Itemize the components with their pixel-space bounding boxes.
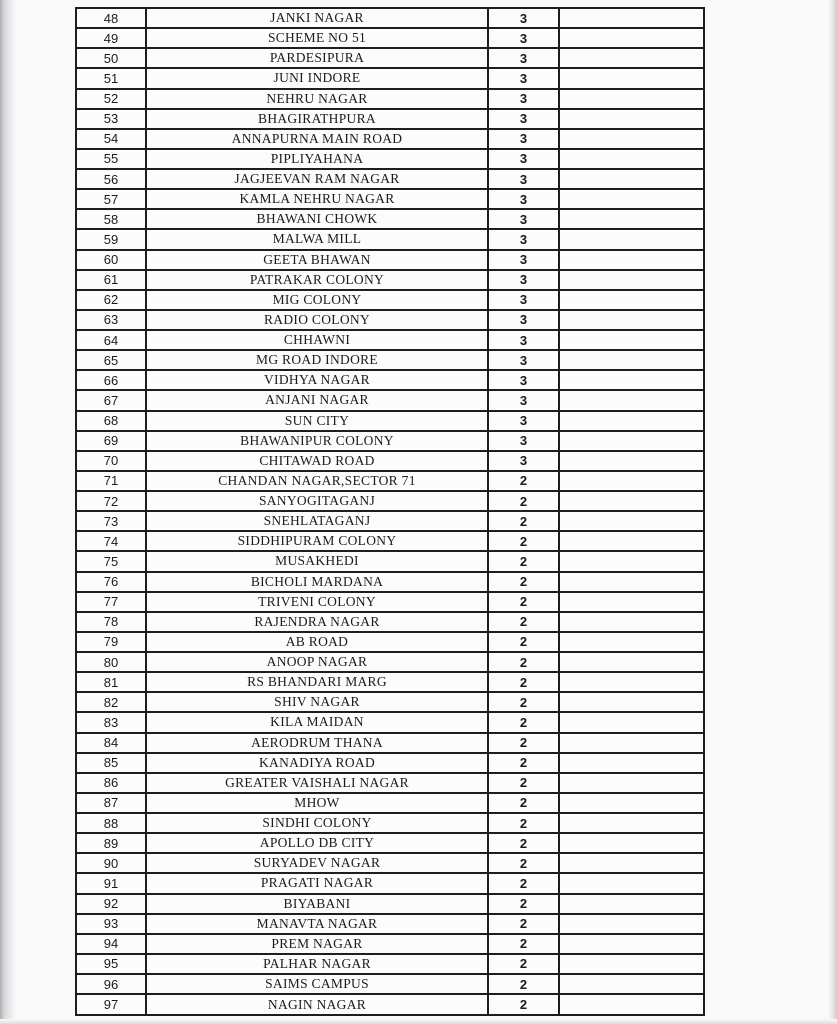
cell-area-name: RAJENDRA NAGAR (146, 612, 488, 632)
cell-count-value: 2 (488, 793, 559, 813)
cell-count-value: 3 (488, 149, 559, 169)
table-row (76, 491, 704, 511)
cell-area-name: MANAVTA NAGAR (146, 914, 488, 934)
cell-blank (559, 692, 704, 712)
cell-serial-number: 72 (76, 491, 146, 511)
cell-area-name: SANYOGITAGANJ (146, 491, 488, 511)
cell-count-value: 2 (488, 773, 559, 793)
cell-blank (559, 471, 704, 491)
cell-count-value: 2 (488, 934, 559, 954)
table-row (76, 471, 704, 491)
cell-area-name: SHIV NAGAR (146, 692, 488, 712)
cell-serial-number: 71 (76, 471, 146, 491)
cell-serial-number: 52 (76, 89, 146, 109)
cell-serial-number: 93 (76, 914, 146, 934)
cell-blank (559, 229, 704, 249)
table-row (76, 753, 704, 773)
cell-blank (559, 853, 704, 873)
page-edge-shadow-bottom (0, 1019, 837, 1024)
cell-count-value: 3 (488, 229, 559, 249)
cell-blank (559, 8, 704, 28)
cell-serial-number: 61 (76, 270, 146, 290)
cell-serial-number: 66 (76, 370, 146, 390)
cell-area-name: SURYADEV NAGAR (146, 853, 488, 873)
cell-area-name: JUNI INDORE (146, 68, 488, 88)
table-row (76, 8, 704, 28)
cell-blank (559, 189, 704, 209)
cell-blank (559, 914, 704, 934)
cell-blank (559, 149, 704, 169)
cell-blank (559, 390, 704, 410)
cell-area-name: BHAWANI CHOWK (146, 209, 488, 229)
cell-blank (559, 712, 704, 732)
cell-count-value: 2 (488, 572, 559, 592)
cell-count-value: 2 (488, 511, 559, 531)
table-row (76, 712, 704, 732)
cell-serial-number: 63 (76, 310, 146, 330)
cell-serial-number: 92 (76, 894, 146, 914)
cell-blank (559, 672, 704, 692)
table-row (76, 934, 704, 954)
table-row (76, 390, 704, 410)
cell-serial-number: 50 (76, 48, 146, 68)
cell-area-name: BIYABANI (146, 894, 488, 914)
cell-area-name: TRIVENI COLONY (146, 592, 488, 612)
cell-serial-number: 80 (76, 652, 146, 672)
cell-count-value: 2 (488, 592, 559, 612)
cell-area-name: PATRAKAR COLONY (146, 270, 488, 290)
cell-blank (559, 109, 704, 129)
table-row (76, 189, 704, 209)
cell-serial-number: 90 (76, 853, 146, 873)
cell-blank (559, 592, 704, 612)
cell-blank (559, 894, 704, 914)
cell-count-value: 2 (488, 914, 559, 934)
cell-area-name: BHAGIRATHPURA (146, 109, 488, 129)
cell-area-name: NAGIN NAGAR (146, 994, 488, 1015)
cell-count-value: 3 (488, 350, 559, 370)
cell-serial-number: 70 (76, 451, 146, 471)
table-row (76, 350, 704, 370)
cell-serial-number: 88 (76, 813, 146, 833)
cell-blank (559, 572, 704, 592)
cell-area-name: GEETA BHAWAN (146, 250, 488, 270)
cell-area-name: PALHAR NAGAR (146, 954, 488, 974)
cell-area-name: MIG COLONY (146, 290, 488, 310)
table-row (76, 511, 704, 531)
cell-count-value: 2 (488, 712, 559, 732)
table-row (76, 672, 704, 692)
table-row (76, 652, 704, 672)
table-row (76, 290, 704, 310)
cell-serial-number: 89 (76, 833, 146, 853)
cell-count-value: 2 (488, 753, 559, 773)
cell-area-name: KILA MAIDAN (146, 712, 488, 732)
cell-area-name: ANNAPURNA MAIN ROAD (146, 129, 488, 149)
cell-count-value: 2 (488, 733, 559, 753)
cell-serial-number: 81 (76, 672, 146, 692)
cell-blank (559, 89, 704, 109)
cell-area-name: CHHAWNI (146, 330, 488, 350)
cell-area-name: MHOW (146, 793, 488, 813)
cell-serial-number: 95 (76, 954, 146, 974)
cell-count-value: 2 (488, 813, 559, 833)
cell-area-name: BICHOLI MARDANA (146, 572, 488, 592)
cell-blank (559, 873, 704, 893)
cell-area-name: ANOOP NAGAR (146, 652, 488, 672)
table-row (76, 551, 704, 571)
cell-blank (559, 652, 704, 672)
cell-count-value: 3 (488, 370, 559, 390)
cell-area-name: GREATER VAISHALI NAGAR (146, 773, 488, 793)
cell-serial-number: 62 (76, 290, 146, 310)
cell-count-value: 2 (488, 994, 559, 1015)
table-row (76, 28, 704, 48)
table-row (76, 914, 704, 934)
page-edge-shadow-left (0, 0, 16, 1024)
cell-blank (559, 48, 704, 68)
cell-area-name: VIDHYA NAGAR (146, 370, 488, 390)
cell-area-name: MUSAKHEDI (146, 551, 488, 571)
cell-blank (559, 773, 704, 793)
table-row (76, 894, 704, 914)
cell-count-value: 2 (488, 833, 559, 853)
cell-area-name: NEHRU NAGAR (146, 89, 488, 109)
cell-count-value: 3 (488, 270, 559, 290)
cell-blank (559, 511, 704, 531)
cell-area-name: SUN CITY (146, 411, 488, 431)
cell-area-name: PREM NAGAR (146, 934, 488, 954)
cell-count-value: 2 (488, 692, 559, 712)
cell-area-name: AERODRUM THANA (146, 733, 488, 753)
cell-serial-number: 86 (76, 773, 146, 793)
table-row (76, 974, 704, 994)
cell-area-name: JAGJEEVAN RAM NAGAR (146, 169, 488, 189)
cell-count-value: 2 (488, 471, 559, 491)
cell-blank (559, 551, 704, 571)
table-row (76, 310, 704, 330)
cell-blank (559, 974, 704, 994)
cell-blank (559, 270, 704, 290)
cell-blank (559, 954, 704, 974)
table-row (76, 48, 704, 68)
cell-blank (559, 632, 704, 652)
cell-area-name: JANKI NAGAR (146, 8, 488, 28)
cell-count-value: 2 (488, 672, 559, 692)
table-row (76, 994, 704, 1015)
cell-blank (559, 250, 704, 270)
cell-serial-number: 78 (76, 612, 146, 632)
cell-blank (559, 169, 704, 189)
cell-serial-number: 53 (76, 109, 146, 129)
cell-blank (559, 733, 704, 753)
cell-blank (559, 290, 704, 310)
cell-count-value: 2 (488, 954, 559, 974)
cell-count-value: 3 (488, 109, 559, 129)
cell-serial-number: 83 (76, 712, 146, 732)
cell-serial-number: 56 (76, 169, 146, 189)
cell-blank (559, 491, 704, 511)
cell-serial-number: 48 (76, 8, 146, 28)
cell-blank (559, 753, 704, 773)
cell-serial-number: 94 (76, 934, 146, 954)
cell-area-name: CHANDAN NAGAR,SECTOR 71 (146, 471, 488, 491)
cell-count-value: 2 (488, 974, 559, 994)
cell-serial-number: 49 (76, 28, 146, 48)
cell-serial-number: 68 (76, 411, 146, 431)
cell-count-value: 2 (488, 894, 559, 914)
table-row (76, 592, 704, 612)
table-row (76, 853, 704, 873)
cell-serial-number: 60 (76, 250, 146, 270)
cell-area-name: MG ROAD INDORE (146, 350, 488, 370)
cell-count-value: 3 (488, 431, 559, 451)
cell-area-name: PRAGATI NAGAR (146, 873, 488, 893)
cell-count-value: 3 (488, 48, 559, 68)
table-row (76, 793, 704, 813)
table-row (76, 250, 704, 270)
table-row (76, 270, 704, 290)
cell-blank (559, 129, 704, 149)
cell-count-value: 3 (488, 330, 559, 350)
table-row (76, 833, 704, 853)
cell-area-name: RADIO COLONY (146, 310, 488, 330)
table-row (76, 451, 704, 471)
cell-area-name: KANADIYA ROAD (146, 753, 488, 773)
cell-serial-number: 64 (76, 330, 146, 350)
table-row (76, 692, 704, 712)
table-row (76, 873, 704, 893)
cell-count-value: 3 (488, 129, 559, 149)
cell-count-value: 2 (488, 652, 559, 672)
cell-count-value: 2 (488, 632, 559, 652)
cell-area-name: APOLLO DB CITY (146, 833, 488, 853)
cell-serial-number: 69 (76, 431, 146, 451)
table-row (76, 411, 704, 431)
cell-blank (559, 310, 704, 330)
table-body (76, 8, 704, 1015)
cell-count-value: 2 (488, 612, 559, 632)
cell-blank (559, 68, 704, 88)
cell-area-name: KAMLA NEHRU NAGAR (146, 189, 488, 209)
cell-count-value: 3 (488, 68, 559, 88)
cell-area-name: SAIMS CAMPUS (146, 974, 488, 994)
cell-area-name: SINDHI COLONY (146, 813, 488, 833)
cell-count-value: 2 (488, 491, 559, 511)
cell-count-value: 3 (488, 250, 559, 270)
cell-blank (559, 28, 704, 48)
area-count-table (75, 7, 705, 1016)
cell-count-value: 3 (488, 290, 559, 310)
cell-count-value: 2 (488, 873, 559, 893)
table-row (76, 169, 704, 189)
table-row (76, 954, 704, 974)
table-row (76, 813, 704, 833)
cell-area-name: MALWA MILL (146, 229, 488, 249)
cell-count-value: 3 (488, 310, 559, 330)
table-row (76, 632, 704, 652)
cell-blank (559, 531, 704, 551)
table-row (76, 370, 704, 390)
table-row (76, 773, 704, 793)
cell-blank (559, 934, 704, 954)
cell-count-value: 3 (488, 189, 559, 209)
cell-serial-number: 79 (76, 632, 146, 652)
cell-blank (559, 451, 704, 471)
cell-serial-number: 74 (76, 531, 146, 551)
cell-blank (559, 813, 704, 833)
table-row (76, 129, 704, 149)
cell-area-name: SCHEME NO 51 (146, 28, 488, 48)
cell-blank (559, 411, 704, 431)
cell-serial-number: 84 (76, 733, 146, 753)
cell-count-value: 3 (488, 209, 559, 229)
cell-count-value: 3 (488, 8, 559, 28)
cell-serial-number: 73 (76, 511, 146, 531)
cell-area-name: BHAWANIPUR COLONY (146, 431, 488, 451)
table-row (76, 572, 704, 592)
cell-area-name: PIPLIYAHANA (146, 149, 488, 169)
cell-blank (559, 209, 704, 229)
cell-count-value: 3 (488, 390, 559, 410)
cell-blank (559, 431, 704, 451)
cell-area-name: RS BHANDARI MARG (146, 672, 488, 692)
table-row (76, 229, 704, 249)
table-row (76, 68, 704, 88)
cell-blank (559, 370, 704, 390)
table-row (76, 89, 704, 109)
cell-serial-number: 96 (76, 974, 146, 994)
cell-serial-number: 55 (76, 149, 146, 169)
cell-count-value: 3 (488, 411, 559, 431)
cell-serial-number: 51 (76, 68, 146, 88)
cell-blank (559, 612, 704, 632)
cell-serial-number: 57 (76, 189, 146, 209)
cell-serial-number: 65 (76, 350, 146, 370)
cell-serial-number: 76 (76, 572, 146, 592)
cell-count-value: 3 (488, 89, 559, 109)
table-row (76, 612, 704, 632)
cell-serial-number: 87 (76, 793, 146, 813)
cell-serial-number: 54 (76, 129, 146, 149)
cell-serial-number: 91 (76, 873, 146, 893)
cell-blank (559, 994, 704, 1015)
cell-blank (559, 833, 704, 853)
cell-serial-number: 82 (76, 692, 146, 712)
cell-area-name: SIDDHIPURAM COLONY (146, 531, 488, 551)
cell-blank (559, 793, 704, 813)
table-row (76, 733, 704, 753)
table-row (76, 149, 704, 169)
cell-serial-number: 75 (76, 551, 146, 571)
table-row (76, 109, 704, 129)
cell-count-value: 2 (488, 551, 559, 571)
table-row (76, 209, 704, 229)
cell-serial-number: 97 (76, 994, 146, 1015)
cell-count-value: 2 (488, 531, 559, 551)
cell-serial-number: 85 (76, 753, 146, 773)
cell-area-name: SNEHLATAGANJ (146, 511, 488, 531)
table-row (76, 330, 704, 350)
cell-count-value: 3 (488, 169, 559, 189)
cell-serial-number: 77 (76, 592, 146, 612)
cell-blank (559, 330, 704, 350)
table-row (76, 531, 704, 551)
cell-area-name: AB ROAD (146, 632, 488, 652)
cell-blank (559, 350, 704, 370)
cell-serial-number: 58 (76, 209, 146, 229)
table-row (76, 431, 704, 451)
cell-serial-number: 67 (76, 390, 146, 410)
cell-count-value: 3 (488, 451, 559, 471)
cell-serial-number: 59 (76, 229, 146, 249)
page-edge-shadow-right (828, 0, 837, 1024)
cell-count-value: 3 (488, 28, 559, 48)
cell-area-name: PARDESIPURA (146, 48, 488, 68)
cell-area-name: CHITAWAD ROAD (146, 451, 488, 471)
cell-count-value: 2 (488, 853, 559, 873)
cell-area-name: ANJANI NAGAR (146, 390, 488, 410)
